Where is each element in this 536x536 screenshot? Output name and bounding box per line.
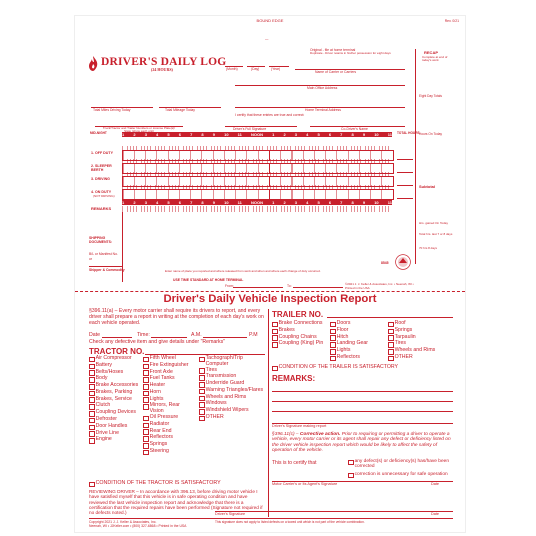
checkbox-icon[interactable] — [272, 322, 278, 328]
driver-signature-label: Driver's Full Signature — [233, 127, 267, 131]
carrier-signature-label: Motor Carrier's or Its Agent's Signature — [272, 482, 338, 486]
checklist-item-label: Fuel Tanks — [149, 375, 175, 382]
signature-note: This signature does not apply to listed defects on a towed unit which is not part of the vehicle combination. — [215, 520, 365, 524]
checkbox-icon[interactable] — [388, 329, 394, 335]
hour-tick-label: 7 — [340, 200, 343, 205]
hour-tick-label: 10 — [224, 200, 229, 205]
seventy-hrs-note: 70 hrs 8 days — [419, 246, 438, 250]
tractor-checklist-col2 — [143, 356, 195, 455]
checklist-item-label: Springs — [394, 326, 413, 333]
defects-corrected-label: any defect(s) or deficiency(s) has/have been corrected — [354, 459, 449, 470]
checklist-item[interactable] — [388, 355, 458, 361]
checkbox-icon[interactable] — [143, 416, 149, 422]
hour-tick-label: 4 — [156, 132, 159, 137]
hour-tick-label: 6 — [328, 132, 332, 137]
last-days-note: Total hrs. last 7 or 8 days — [419, 232, 453, 236]
miles-driving-label: Total Miles Driving Today — [93, 108, 131, 112]
checkbox-icon[interactable] — [330, 322, 336, 328]
hour-tick-label: 5 — [317, 132, 320, 137]
hour-tick-label: 11 — [237, 132, 242, 137]
checkbox-icon[interactable] — [272, 329, 278, 335]
checkbox-icon[interactable] — [143, 450, 149, 456]
checklist-item-label: Body — [95, 375, 108, 382]
quarter-hour-ticks — [122, 146, 392, 150]
checkbox-icon[interactable] — [388, 356, 394, 362]
subtotal-label: Subtotal — [419, 184, 435, 189]
use-time-note: USE TIME STANDARD AT HOME TERMINAL — [173, 278, 244, 282]
checkbox-icon[interactable] — [199, 357, 205, 363]
checkbox-icon[interactable] — [89, 431, 95, 437]
hour-tick-label: 2 — [133, 200, 136, 205]
checklist-item-label: Front Axle — [149, 368, 173, 375]
checklist-item-label: Steering — [149, 447, 169, 454]
correction-unnecessary-label: correction is unnecessary for safe operation — [354, 472, 448, 477]
checklist-item-label: Doors — [336, 320, 351, 326]
checkbox-icon[interactable] — [89, 404, 95, 410]
hour-tick-label: 6 — [178, 200, 181, 205]
hour-tick-label: 9 — [362, 200, 366, 205]
tractor-satisfactory-label: CONDITION OF THE TRACTOR IS SATISFACTORY — [95, 480, 221, 486]
hour-scale-top — [122, 132, 392, 137]
hour-tick-label: 2 — [283, 132, 286, 137]
duty-grid-row[interactable] — [122, 189, 394, 200]
hour-tick-label: 7 — [190, 132, 193, 137]
checkbox-icon[interactable] — [89, 357, 95, 363]
checkbox-icon[interactable] — [199, 368, 205, 374]
log-remarks-label: REMARKS — [91, 206, 112, 211]
checklist-item-label: Brakes, Service — [95, 395, 132, 402]
recap-heading: RECAP — [424, 50, 439, 55]
hour-tick-label: 10 — [224, 132, 229, 137]
hour-tick-label: 1 — [272, 132, 275, 137]
address: Neenah, WI • JJKeller.com • (800) 327-6868 • Printed in the USA — [89, 524, 187, 528]
hour-tick-label: 8 — [351, 200, 354, 205]
checkbox-icon[interactable] — [89, 411, 95, 417]
hour-tick-label: 3 — [294, 200, 298, 205]
corrective-lead: §396.11(c) – — [272, 432, 299, 437]
tractor-checklist-col1 — [89, 356, 141, 444]
checklist-item-label: Drive Line — [95, 429, 119, 436]
checkbox-icon[interactable] — [143, 443, 149, 449]
total-hours-field[interactable] — [397, 159, 413, 160]
hour-tick-label: 3 — [144, 132, 147, 137]
defects-corrected-checkbox[interactable] — [348, 459, 454, 469]
checklist-item-label: Windows — [205, 400, 227, 407]
checkbox-icon[interactable] — [89, 425, 95, 431]
total-hours-field[interactable] — [397, 198, 413, 199]
checklist-item[interactable] — [143, 403, 195, 414]
year-label: (Year) — [271, 67, 281, 71]
log-title: DRIVER'S DAILY LOG — [101, 56, 227, 68]
checklist-item-label: Radiator — [149, 420, 170, 427]
checklist-item[interactable] — [330, 355, 386, 361]
duplicate-note: Duplicate - Driver retains in his/her possession for eight days — [310, 51, 391, 55]
hour-tick-label: 5 — [167, 200, 170, 205]
checkbox-icon[interactable] — [330, 342, 336, 348]
tractor-checklist-col3 — [199, 356, 265, 421]
checklist-item-label: Coupling (King) Pin — [278, 340, 324, 347]
checklist-item-label: Horn — [149, 388, 161, 395]
trailer-no-label: TRAILER NO. — [272, 310, 324, 319]
checklist-item-label: Coupling Devices — [95, 409, 136, 416]
checklist-item-label: Brakes — [278, 326, 295, 333]
checklist-item-label: Oil Pressure — [149, 414, 179, 421]
checkbox-icon[interactable] — [143, 370, 149, 376]
driver-date-label: Date — [431, 512, 440, 516]
checklist-item-label: Rear End — [149, 427, 172, 434]
duty-row-label: 2. SLEEPER BERTH — [91, 164, 112, 172]
log-sheet — [75, 16, 465, 532]
eight-day-label: Eight Day Totals — [419, 94, 442, 98]
corrective-body: Prior to requiring or permitting a driver to operate a vehicle, every motor carrier or its agent shall repair any defect or deficiency listed on the driver vehicle inspection report which would be likely to affect the safety of operation of the vehicle. — [272, 432, 451, 454]
trailer-satisfactory-checkbox[interactable] — [272, 365, 398, 371]
hour-tick-label: NOON — [251, 132, 263, 137]
checkbox-icon[interactable] — [143, 391, 149, 397]
hour-tick-label: 6 — [328, 200, 332, 205]
checklist-item-label: Door Handles — [95, 422, 128, 429]
checkbox-icon[interactable] — [272, 342, 278, 348]
checklist-item-label: Brakes, Parking — [95, 388, 133, 395]
checkbox-icon[interactable] — [199, 409, 205, 415]
enter-name-note: Enter name of place you reported and where released from work and when and where each change of duty occurred. — [165, 269, 321, 273]
checkbox-icon[interactable] — [143, 423, 149, 429]
checkbox-icon[interactable] — [89, 391, 95, 397]
checklist-item-label: Roof — [394, 320, 406, 326]
day-label: (Day) — [251, 67, 260, 71]
quarter-hour-ticks — [122, 159, 392, 163]
checkbox-icon[interactable] — [330, 329, 336, 335]
checkbox-icon[interactable] — [89, 438, 95, 444]
hour-tick-label: 3 — [144, 200, 147, 205]
correction-unnecessary-checkbox[interactable] — [348, 472, 448, 478]
checklist-item-label: Underride Guard — [205, 380, 245, 387]
checklist-item-label: Fire Extinguisher — [149, 361, 189, 368]
pm-label: P.M — [249, 332, 258, 338]
hour-tick-label: 9 — [362, 132, 366, 137]
bl-label: B/L or Manifest No. — [89, 252, 118, 256]
from-label: From: — [225, 284, 234, 288]
hrs-gained-note: Hrs. gained On Today — [419, 221, 448, 225]
checkbox-icon[interactable] — [143, 377, 149, 383]
checklist-item-label: Reflectors — [149, 434, 173, 441]
hour-tick-label: 4 — [156, 200, 159, 205]
checklist-item-label: Reflectors — [336, 353, 360, 360]
checklist-item-label: Coupling Chains — [278, 333, 317, 340]
center-dash: — — [265, 37, 269, 41]
hour-tick-label: 10 — [374, 200, 379, 205]
corrective-bold: Corrective action. — [299, 432, 341, 437]
checkbox-icon[interactable] — [89, 364, 95, 370]
truck-trailer-label: Truck/Tractor and Trailer Numbers or License Plate(s)/ — [102, 126, 176, 130]
checklist-item-label: Wheels and Rims — [394, 347, 436, 354]
hour-tick-label: 7 — [340, 132, 343, 137]
checkbox-icon[interactable] — [388, 335, 394, 341]
revision-label: Rev. 0/21 — [444, 19, 459, 23]
checkbox-icon[interactable] — [89, 418, 95, 424]
hour-tick-label: 4 — [306, 200, 309, 205]
duty-row-label: 1. OFF DUTY — [91, 151, 113, 155]
checklist-item-label: Engine — [95, 436, 112, 443]
main-office-label: Main Office Address — [307, 86, 338, 90]
original-note: Original - file at home terminal — [310, 48, 356, 52]
certify-that-label: This is to certify that — [272, 460, 317, 466]
checklist-item-label: Belts/Hoses — [95, 368, 124, 375]
hour-tick-label: 11 — [237, 200, 242, 205]
checkbox-icon[interactable] — [143, 397, 149, 403]
checklist-item-label: Clutch — [95, 402, 111, 409]
hour-tick-label: 8 — [351, 132, 354, 137]
checkbox-icon[interactable] — [330, 356, 336, 362]
hour-tick-label: 2 — [133, 132, 136, 137]
hour-tick-label: 1 — [122, 200, 125, 205]
checkbox-icon[interactable] — [199, 416, 205, 422]
mileage-label: Total Mileage Today — [165, 108, 195, 112]
checklist-item-label: Tires — [394, 340, 406, 347]
recap-subtitle: Complete at end of today's work — [422, 55, 448, 63]
checkbox-icon[interactable] — [388, 349, 394, 355]
checkbox-icon[interactable] — [143, 404, 149, 410]
total-hours-field[interactable] — [397, 172, 413, 173]
checklist-item-label: Wheels and Rims — [205, 393, 247, 400]
checkbox-icon[interactable] — [388, 342, 394, 348]
corrective-action-text — [272, 432, 454, 454]
total-hours-field[interactable] — [397, 185, 413, 186]
certify-label: I certify that these entries are true and correct: — [235, 113, 305, 117]
co-driver-label: Co-Driver's Name — [341, 127, 368, 131]
hour-tick-label: 11 — [387, 132, 392, 137]
checklist-item-label: Air Compressor — [95, 355, 132, 361]
checkbox-icon[interactable] — [89, 370, 95, 376]
checkbox-icon[interactable] — [89, 384, 95, 390]
checklist-item-label: Tachograph/Trip Computer — [205, 355, 243, 367]
driver-signature-footer-label: Driver's Signature — [215, 512, 246, 516]
hour-tick-label: 8 — [201, 132, 204, 137]
checklist-item-label: Tarpaulin — [394, 333, 416, 340]
hour-tick-label: 1 — [272, 200, 275, 205]
month-label: (Month) — [226, 67, 238, 71]
checklist-item[interactable] — [89, 437, 141, 443]
log-copyright: ©2021 J. J. Keller & Associates, Inc. • Neenah, WI • Printed in the USA — [345, 282, 414, 290]
home-terminal-label: Home Terminal Address — [305, 108, 341, 112]
dvir-regulation: §396.11(a) – Every motor carrier shall require its drivers to report, and every driver shall prepare a report in writing at the completion of each day's work on each vehicle operated. — [89, 308, 264, 326]
checkbox-icon[interactable] — [330, 349, 336, 355]
checkbox-icon[interactable] — [143, 436, 149, 442]
tractor-no-label: TRACTOR NO. — [89, 347, 145, 356]
hour-tick-label: 9 — [212, 132, 215, 137]
checklist-item-label: Landing Gear — [336, 340, 369, 347]
duty-row-label: 4. ON DUTY — [91, 190, 112, 194]
checklist-item-label: Springs — [149, 441, 168, 448]
remarks-tick-row — [122, 206, 392, 212]
form-number: 8545 — [381, 261, 389, 265]
log-subtitle: (24 HOURS) — [151, 67, 173, 72]
keller-seal-icon — [395, 254, 411, 270]
checkbox-icon[interactable] — [199, 402, 205, 408]
checklist-item[interactable] — [199, 356, 265, 367]
hour-tick-label: 10 — [374, 132, 379, 137]
checklist-item-label: Defroster — [95, 416, 117, 423]
hour-tick-label: 1 — [122, 132, 125, 137]
checklist-item-label: Warning Triangles/Flares — [205, 386, 264, 393]
checklist-item-label: OTHER — [205, 414, 224, 421]
hour-tick-label: 5 — [317, 200, 320, 205]
checklist-item-label: Tires — [205, 366, 217, 373]
checklist-item-label: Battery — [95, 361, 113, 368]
checklist-item-label: Lights — [149, 395, 164, 402]
hour-tick-label: NOON — [251, 200, 263, 205]
hour-tick-label: 8 — [201, 200, 204, 205]
check-defective-note: Check any defective item and give details under "Remarks" — [89, 339, 226, 345]
hour-tick-label: 9 — [212, 200, 215, 205]
flame-logo-icon — [87, 56, 99, 71]
checklist-item-label: Mirrors, Rear Vision — [149, 402, 180, 415]
checkbox-icon[interactable] — [89, 397, 95, 403]
checkbox-icon[interactable] — [330, 335, 336, 341]
checklist-item-label: Windshield Wipers — [205, 407, 249, 414]
hour-scale-bottom — [122, 200, 392, 205]
hour-tick-label: 6 — [178, 132, 181, 137]
checkbox-icon[interactable] — [199, 382, 205, 388]
checklist-item-label: Heater — [149, 382, 166, 389]
checkbox-icon[interactable] — [143, 384, 149, 390]
checkbox-icon[interactable] — [388, 322, 394, 328]
hour-tick-label: 7 — [190, 200, 193, 205]
hour-tick-label: 3 — [294, 132, 298, 137]
checklist-item-label: Lights — [336, 347, 351, 354]
hour-tick-label: 11 — [387, 200, 392, 205]
to-label: To: — [287, 284, 292, 288]
hour-tick-label: 2 — [283, 200, 286, 205]
shipper-label: Shipper & Commodity — [89, 268, 125, 272]
checklist-item[interactable] — [143, 449, 195, 455]
copyright: Copyright 2021 J. J. Keller & Associates, Inc. — [89, 520, 157, 524]
checkbox-icon[interactable] — [143, 364, 149, 370]
sig-report-label: Driver's Signature making report — [272, 424, 327, 428]
checkbox-icon[interactable] — [199, 375, 205, 381]
shipping-docs-label: SHIPPING DOCUMENTS: — [89, 236, 112, 244]
carrier-date-label: Date — [431, 482, 440, 486]
checklist-item-label: Brake Connections — [278, 320, 323, 326]
checklist-item[interactable] — [199, 415, 265, 421]
midnight-label: MID-NIGHT — [90, 131, 107, 135]
bound-edge-label: BOUND EDGE — [256, 18, 284, 23]
checklist-item-label: Hitch — [336, 333, 349, 340]
checklist-item-label: Floor — [336, 326, 349, 333]
trailer-checklist-col1 — [272, 321, 324, 348]
dvir-title: Driver's Daily Vehicle Inspection Report — [163, 293, 377, 305]
reviewing-driver-text: REVIEWING DRIVER – In accordance with 396.13, before driving motor vehicle I have satisfied myself that this vehicle is in safe operating condition and have reviewed the last vehicle inspection report and acknowledge that there is a certification that the required repairs have been performed (Signature not required if no defects noted.) — [89, 489, 263, 516]
checkbox-icon[interactable] — [143, 429, 149, 435]
quarter-hour-ticks — [122, 172, 392, 176]
checklist-item-label: Fifth Wheel — [149, 355, 176, 361]
total-hours-label: TOTAL HOURS — [397, 131, 420, 135]
tractor-satisfactory-checkbox[interactable] — [89, 481, 221, 487]
or-label: or — [89, 257, 93, 261]
checkbox-icon[interactable] — [199, 396, 205, 402]
trailer-satisfactory-label: CONDITION OF THE TRAILER IS SATISFACTORY — [278, 364, 399, 370]
date-label: Date — [89, 332, 100, 338]
not-driving-label: (NOT DRIVING) — [93, 194, 115, 198]
checklist-item-label: OTHER — [394, 353, 413, 360]
checklist-item[interactable] — [272, 341, 324, 347]
checkbox-icon[interactable] — [199, 389, 205, 395]
time-label: Time: — [137, 332, 150, 338]
checkbox-icon[interactable] — [143, 357, 149, 363]
checkbox-icon[interactable] — [272, 335, 278, 341]
quarter-hour-ticks — [122, 185, 392, 189]
checklist-item-label: Transmission — [205, 373, 237, 380]
hour-tick-label: 5 — [167, 132, 170, 137]
dvir-remarks-label: REMARKS: — [272, 374, 316, 383]
duty-row-label: 3. DRIVING — [91, 177, 110, 181]
trailer-checklist-col3 — [388, 321, 458, 361]
hours-on-today-label: Hours On Today — [419, 132, 442, 136]
trailer-checklist-col2 — [330, 321, 386, 361]
hour-tick-label: 4 — [306, 132, 309, 137]
checklist-item-label: Brake Accessories — [95, 382, 139, 389]
carrier-label: Name of Carrier or Carriers — [315, 70, 357, 74]
checkbox-icon[interactable] — [89, 377, 95, 383]
am-label: A.M. — [191, 332, 202, 338]
